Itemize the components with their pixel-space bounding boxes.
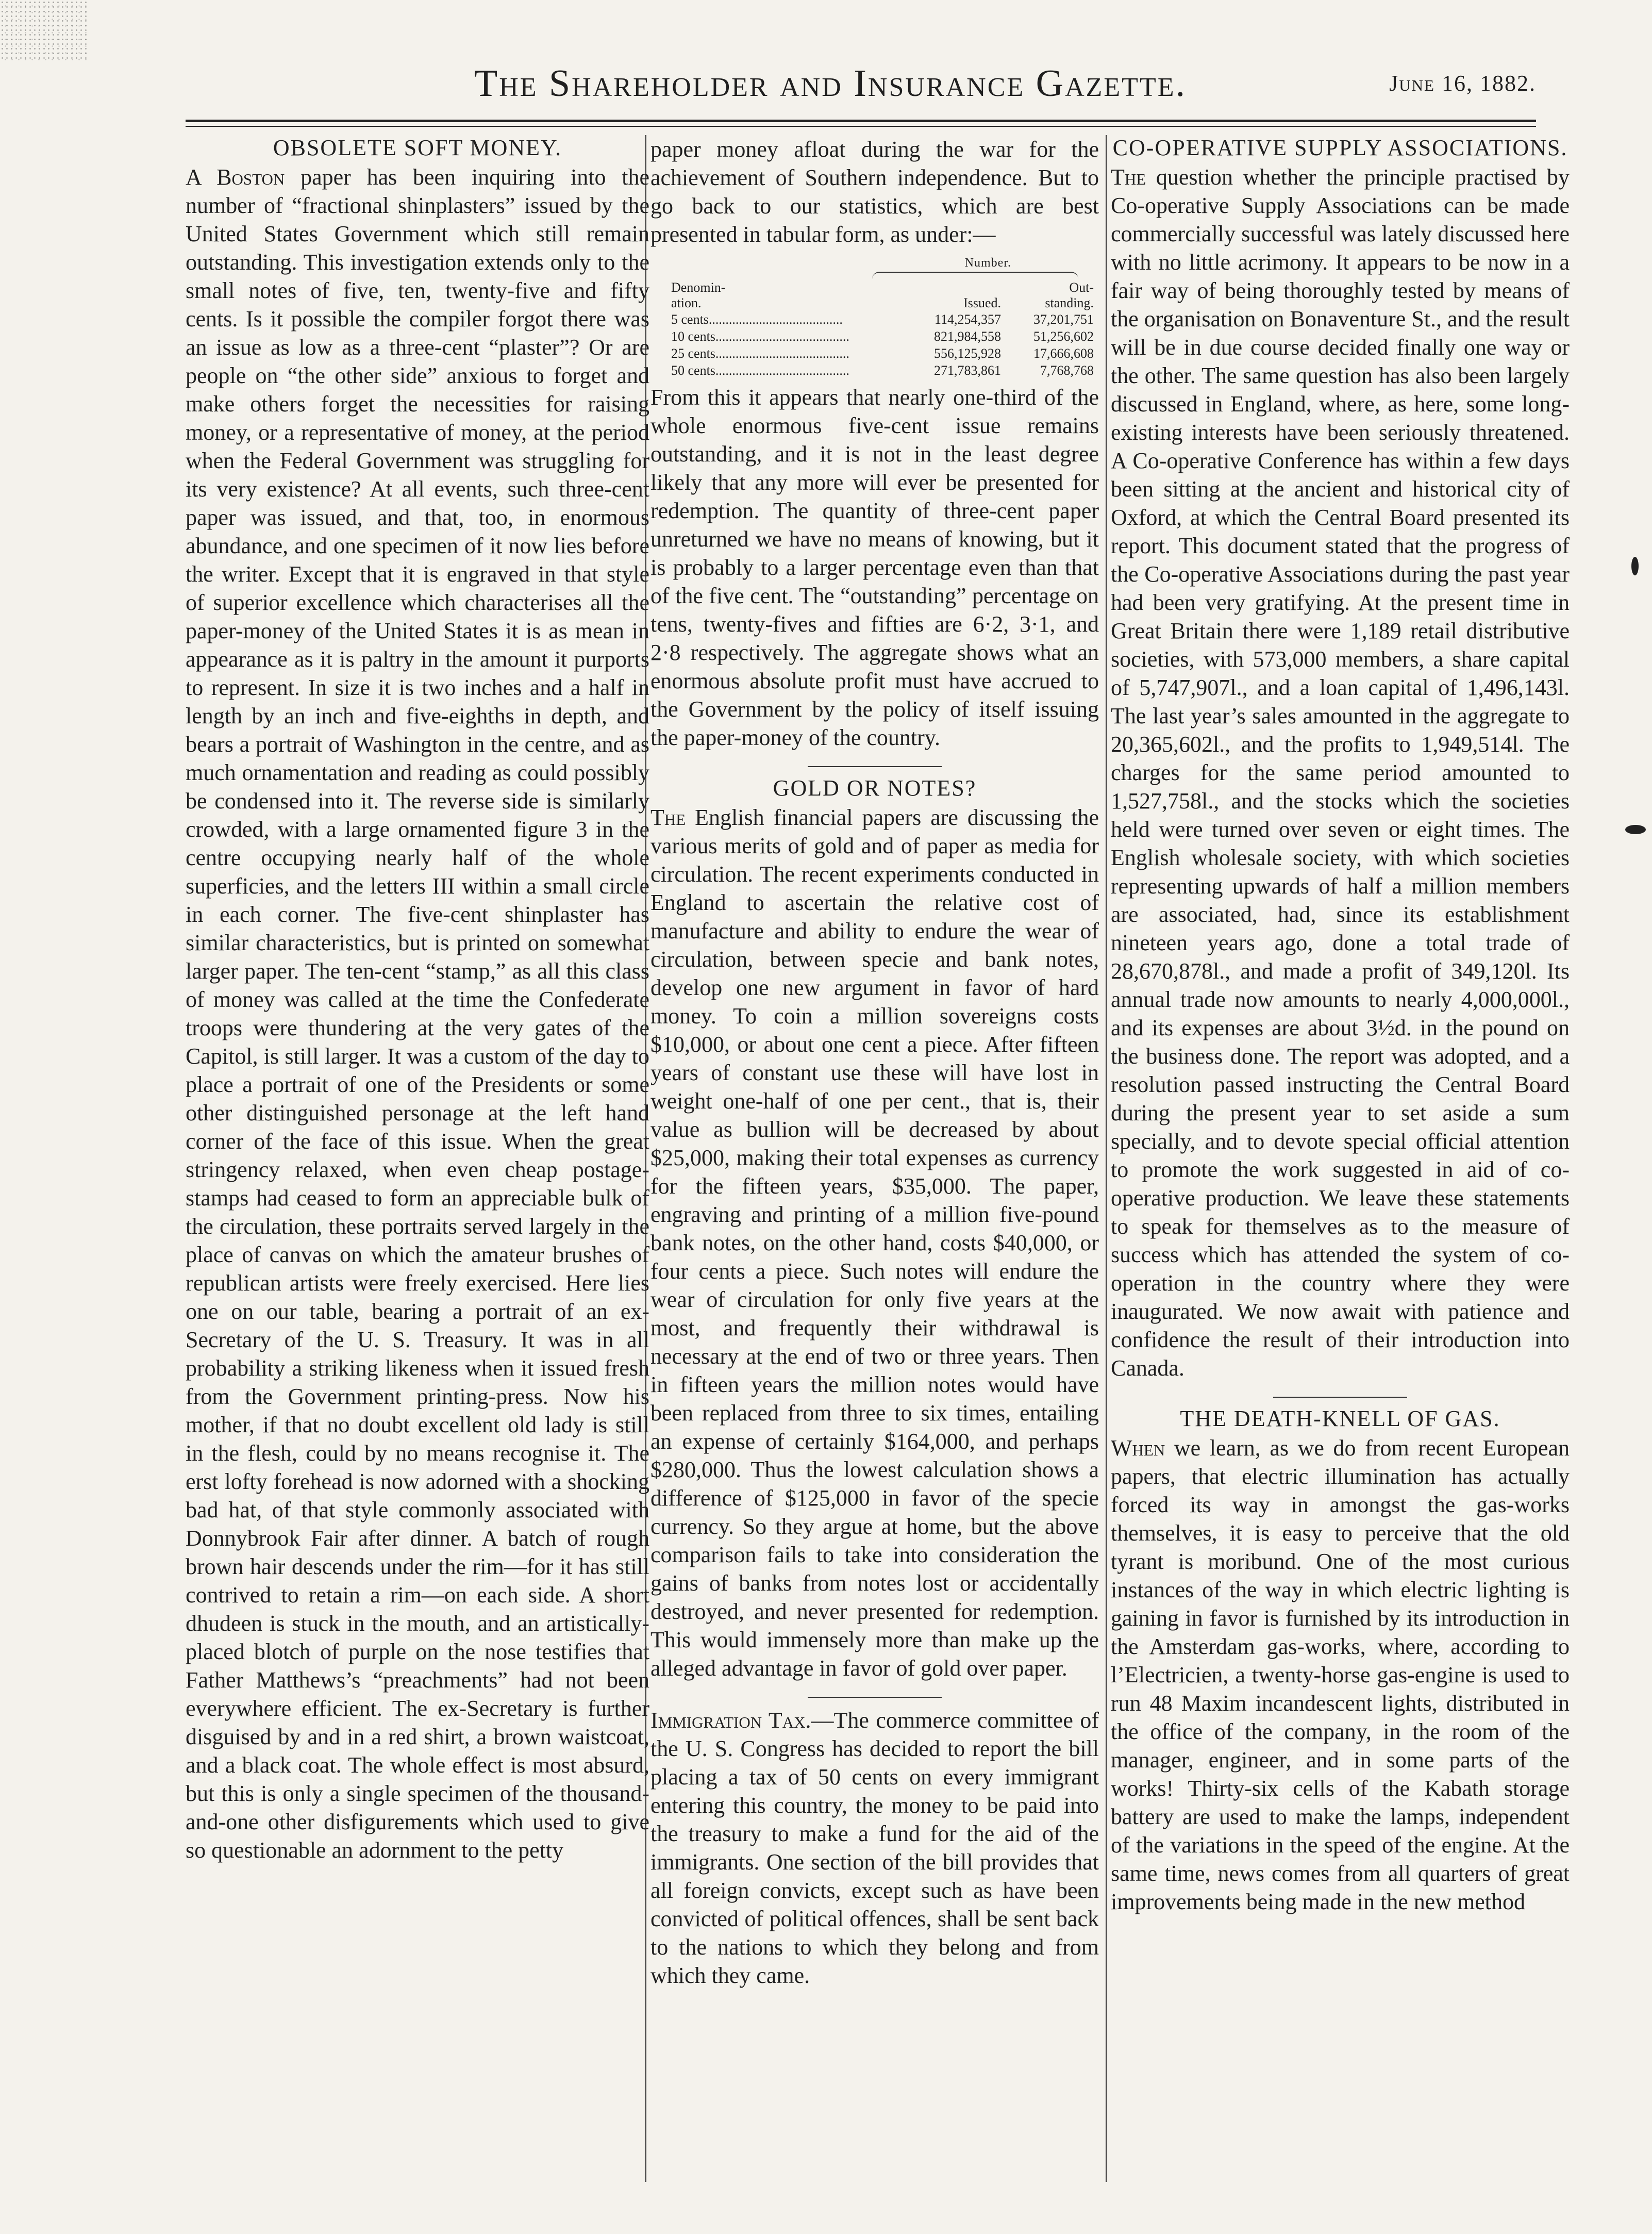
lead-caps: The	[650, 805, 686, 830]
article-text: paper has been inquiring into the number of “fractional shinplasters” issued by the United States Government which still remain outstanding. This investigation extends only to the small notes of five, ten, twenty-five and fifty cents. Is it possible the compiler forgot there was an issue as low as a three-cent “plaster”? Or are people on “the other side” anxious to forget and make others forget the necessities for raising money, or a representative of money, at the period when the Federal Government was struggling for its very existence? At all events, such three-cent paper was issued, and that, too, in enormous abundance, and one specimen of it now lies before the writer. Except that it is engraved in that style of superior excellence which characterises all the paper-money of the United States it is as mean in appearance as it is paltry in the amount it purports to represent. In size it is two inches and a half in length by an inch and five-eighths in depth, and bears a portrait of Washington in the centre, and as much ornamentation and reading as could possibly be condensed into it. The reverse side is similarly crowded, with a large ornamented figure 3 in the centre occupying nearly half of the whole superficies, and the letters III within a small circle in each corner. The five-cent shinplaster has similar characteristics, but is printed on somewhat larger paper. The ten-cent “stamp,” as all this class of money was called at the time the Confederate troops were thundering at the very gates of the Capitol, is still larger. It was a custom of the day to place a portrait of one of the Presidents or some other distinguished personage at the left hand corner of the face of this issue. When the great stringency relaxed, when even cheap postage-stamps had ceased to form an appreciable bulk of the circulation, these portraits served largely in the place of canvas on which the amateur brushes of republican artists were freely exercised. Here lies one on our table, bearing a portrait of an ex-Secretary of the U. S. Treasury. It was in all probability a striking likeness when it issued fresh from the Government printing-press. Now his mother, if that no doubt excellent old lady is still in the flesh, could by no means recognise it. The erst lofty forehead is now adorned with a shocking bad hat, of that style commonly associated with Donnybrook Fair after dinner. A batch of rough brown hair descends under the rim—for it has still contrived to retain a rim—on each side. A short dhudeen is stuck in the mouth, and an artistically-placed blotch of purple on the nose testifies that Father Matthews’s “preachments” had not been everywhere efficient. The ex-Secretary is further disguised by and in a red shirt, a brown waistcoat, and a black coat. The whole effect is most absurd, but this is only a single specimen of the thousand-and-one other disfigurements which used to give so questionable an adornment to the petty	[186, 164, 649, 1863]
table-cell-issued: 114,254,357	[934, 312, 1001, 327]
table-row	[650, 362, 1099, 379]
article-body-co-operative	[1111, 163, 1570, 1382]
table-header-denomination: Denomin-	[671, 280, 726, 295]
table-brace	[872, 272, 1078, 280]
table-cell-outstanding: 51,256,602	[1033, 329, 1094, 344]
section-divider	[808, 766, 942, 767]
scan-mark	[1625, 825, 1646, 834]
masthead	[186, 62, 1536, 119]
table-header-outstanding: Out-	[1069, 280, 1094, 295]
masthead-date: June 16, 1882.	[1389, 71, 1536, 96]
article-text: —The commerce committee of the U. S. Congress has decided to report the bill placing a tax of 50 cents on every immigrant entering this country, the money to be paid into the treasury to make a fund for the aid of the immigrants. One section of the bill provides that all foreign convicts, except such as have been convicted of political offences, shall be sent back to the nations to which they belong and from which they came.	[650, 1708, 1099, 1988]
scan-speckle-mark	[0, 0, 88, 62]
article-text: From this it appears that nearly one-third of the whole enormous five-cent issue remains outstanding, and it is not in the least degree likely that any more will ever be presented for redemption. The quantity of three-cent paper unreturned we have no means of knowing, but it is probably to a larger percentage even than that of the five cent. The “outstanding” percentage on tens, twenty-fives and fifties are 6·2, 3·1, and 2·8 respectively. The aggregate shows what an enormous absolute profit must have accrued to the Government by the policy of itself issuing the paper-money of the country.	[650, 385, 1099, 750]
article-continuation: paper money afloat during the war for the achievement of Southern independence. But to go back to our statistics, which are best presented in tabular form, as under:—	[650, 137, 1099, 247]
table-cell-outstanding: 37,201,751	[1033, 312, 1094, 327]
table-header-denomination-2: ation.	[671, 295, 702, 310]
article-title-gold-or-notes: GOLD OR NOTES?	[773, 775, 977, 801]
masthead-rule	[186, 120, 1536, 122]
article-body-gold-or-notes	[650, 803, 1099, 1682]
table-row	[650, 345, 1099, 362]
table-cell-denomination: 50 cents........................................	[671, 363, 849, 378]
article-body-death-knell-of-gas	[1111, 1434, 1570, 1916]
table-number-header: Number.	[964, 256, 1011, 270]
lead-caps: Immigration Tax.	[650, 1708, 811, 1733]
table-header-issued: Issued.	[963, 295, 1001, 310]
scan-edge-marks	[1621, 557, 1652, 619]
scan-mark	[1631, 557, 1639, 575]
section-divider	[808, 1697, 942, 1698]
article-title-co-operative: CO-OPERATIVE SUPPLY ASSOCIATIONS.	[1112, 135, 1568, 160]
table-cell-issued: 271,783,861	[934, 363, 1001, 378]
article-text: we learn, as we do from recent European papers, that electric illumination has actually forced its way in amongst the gas-works themselves, it is easy to perceive that the old tyrant is moribund. One of the most curious instances of the way in which electric lighting is gaining in favor is furnished by its introduction in the Amsterdam gas-works, where, according to l’Electricien, a twenty-horse gas-engine is used to run 48 Maxim incandescent lights, distributed in the office of the company, in the room of the manager, engineer, and in some parts of the works! Thirty-six cells of the Kabath storage battery are used to make the lamps, independent of the variations in the speed of the engine. At the same time, news comes from all quarters of great improvements being made in the new method	[1111, 1435, 1570, 1914]
masthead-title: The Shareholder and Insurance Gazette.	[474, 62, 1187, 105]
column-2	[650, 135, 1099, 2206]
table-row	[650, 311, 1099, 328]
column-rule	[1106, 135, 1107, 2182]
article-text: question whether the principle practised by Co-operative Supply Associations can be made commercially successful was lately discussed here with no little acrimony. It appears to be now in a fair way of being thoroughly tested by means of the organisation on Bonaventure St., and the result will be in due course decided finally one way or the other. The same question has also been largely discussed in England, where, as here, some long-existing interests have been seriously threatened. A Co-operative Conference has within a few days been sitting at the ancient and historical city of Oxford, at which the Central Board presented its report. This document stated that the progress of the Co-operative Associations during the past year had been very gratifying. At the present time in Great Britain there were 1,189 retail distributive societies, with 573,000 members, a share capital of 5,747,907l., and a loan capital of 1,496,143l. The last year’s sales amounted in the aggregate to 20,365,602l., and the profits to 1,949,514l. The charges for the same period amounted to 1,527,758l., and the stocks which the societies held were turned over seven or eight times. The English wholesale society, with which societies representing upwards of half a million members are associated, had, since its establishment nineteen years ago, done a total trade of 28,670,878l., and made a profit of 349,120l. Its annual trade now amounts to nearly 4,000,000l., and its expenses are about 3½d. in the pound on the business done. The report was adopted, and a resolution passed instructing the Central Board during the present year to set aside a sum specially, and to devote special official attention to promote the work suggested in aid of co-operative production. We leave these statements to speak for themselves as to the measure of success which has attended the system of co-operation in the country where they were inaugurated. We now await with patience and confidence the result of their introduction into Canada.	[1111, 164, 1570, 1381]
lead-caps: A Boston	[186, 164, 285, 190]
section-divider	[1273, 1397, 1407, 1398]
table-cell-denomination: 25 cents........................................	[671, 346, 849, 361]
table-cell-denomination: 10 cents........................................	[671, 329, 849, 344]
table-cell-issued: 556,125,928	[934, 346, 1001, 361]
table-body	[650, 311, 1099, 379]
table-header-row	[650, 295, 1099, 311]
lead-caps: When	[1111, 1435, 1165, 1461]
lead-caps: The	[1111, 164, 1146, 190]
masthead-rule-thin	[186, 126, 1536, 127]
article-title-obsolete-soft-money: OBSOLETE SOFT MONEY.	[273, 135, 562, 160]
article-body-immigration-tax	[650, 1706, 1099, 1990]
table-header-outstanding-2: standing.	[1045, 295, 1094, 310]
article-title-death-knell-of-gas: THE DEATH-KNELL OF GAS.	[1180, 1406, 1500, 1431]
table-row	[650, 328, 1099, 345]
article-text: English financial papers are discussing the various merits of gold and of paper as media for circulation. The recent experiments conducted in England to ascertain the relative cost of manufacture and ability to endure the wear of circulation, between specie and bank notes, develop one new argument in favor of hard money. To coin a million sovereigns costs $10,000, or about one cent a piece. After fifteen years of constant use these will have lost in weight one-half of one per cent., that is, their value as bullion will be decreased by about $25,000, making their total expenses as currency for the fifteen years, $35,000. The paper, engraving and printing of a million five-pound bank notes, on the other hand, costs $40,000, or four cents a piece. Such notes will endure the wear of circulation for only five years at the most, and frequently their withdrawal is necessary at the end of two or three years. Then in fifteen years the million notes would have been replaced from three to six times, entailing an expense of certainly $164,000, and perhaps $280,000. Thus the lowest calculation shows a difference of $125,000 in favor of the specie currency. So they argue at home, but the above comparison fails to take into consideration the gains of banks from notes lost or accidentally destroyed, and never presented for redemption. This would immensely more than make up the alleged advantage in favor of gold over paper.	[650, 805, 1099, 1681]
table-cell-outstanding: 7,768,768	[1040, 363, 1094, 378]
column-1	[186, 135, 649, 2206]
table-cell-issued: 821,984,558	[934, 329, 1001, 344]
table-cell-outstanding: 17,666,608	[1033, 346, 1094, 361]
table-header-spacer	[908, 280, 1001, 295]
statistics-table	[650, 255, 1099, 379]
article-body-obsolete-soft-money	[186, 163, 649, 1864]
table-header-row	[650, 280, 1099, 295]
column-3	[1111, 135, 1570, 2206]
table-cell-denomination: 5 cents........................................	[671, 312, 843, 327]
